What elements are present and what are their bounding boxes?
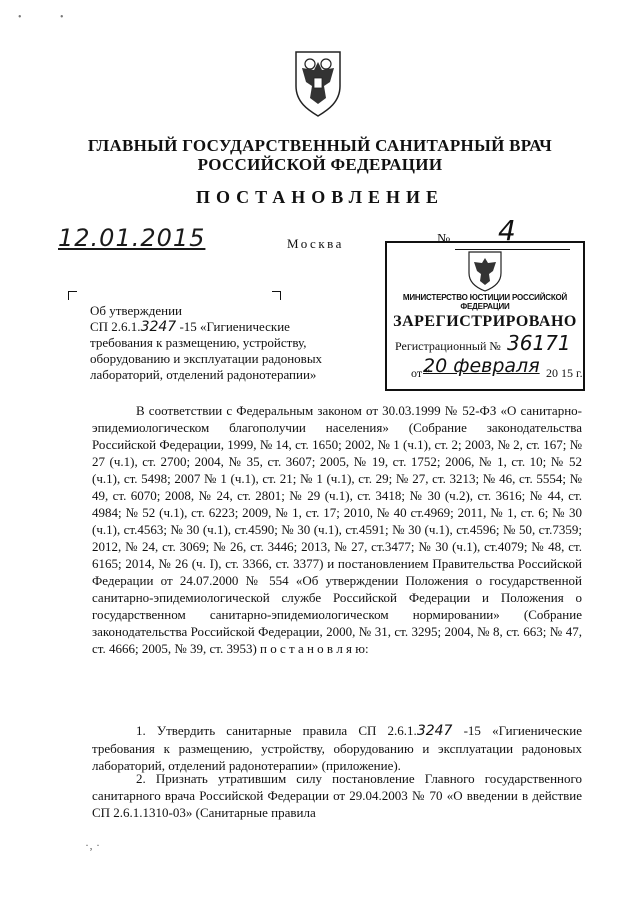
subject-code-suffix: -15 «Гигиенические [176,319,290,334]
stamp-year: 20 15 г. [546,366,583,380]
bracket-left [68,291,77,300]
stamp-reg-number: 36171 [507,331,571,355]
document-city: Москва [287,236,344,251]
document-date: 12.01.2015 [58,224,206,252]
subject-line1: Об утверждении [90,303,183,318]
stamp-ministry: МИНИСТЕРСТВО ЮСТИЦИИ РОССИЙСКОЙ ФЕДЕРАЦИИ [402,293,568,311]
registration-stamp [385,241,585,391]
subject-code-prefix: СП 2.6.1. [90,319,141,334]
p2-code-hw: 3247 [416,723,453,739]
stamp-date: 20 февраля [423,355,540,377]
subject-line3: требования к размещению, устройству, [90,335,307,350]
coat-of-arms-icon [290,48,346,118]
stamp-date-prefix: от " [411,366,430,380]
document-type: ПОСТАНОВЛЕНИЕ [195,187,445,207]
subject-line2 [90,319,350,335]
stamp-coat-of-arms-icon [465,249,505,293]
document-number: 4 [498,214,516,247]
p2-suffix: -15 «Гигиенические требования к размещению, устройству, оборудованию и эксплуатации радоновых лабораторий, отделений радонотерапии» (приложение). [92,723,582,773]
subject-code-hw: 3247 [140,319,177,335]
body-paragraph-2 [92,722,582,774]
body-paragraph-3-text: 2. Признать утратившим силу постановление Главного государственного санитарного врача Российской Федерации от 29.04.2003 № 70 «О введении в действие СП 2.6.1.1310-03» (Санитарные правила [92,771,582,820]
stamp-reg-label: Регистрационный № [395,339,501,353]
issuer-title-line2: РОССИЙСКОЙ ФЕДЕРАЦИИ [197,155,443,174]
p2-prefix: 1. Утвердить санитарные правила СП 2.6.1. [136,723,417,738]
scan-mark-bottom: ·‚ · [85,838,100,852]
issuer-title [0,136,640,174]
body-paragraph-1-text: В соответствии с Федеральным законом от 30.03.1999 № 52-ФЗ «О санитарно-эпидемиологическом благополучии населения» (Собрание законодательства Российской Федерации, 1999, № 14, ст. 1650; 2002, № 1 (ч.1), ст. 2; 2003, № 2, ст. 167; № 27 (ч.1), ст. 2700; 2004, № 35, ст. 3607; 2005, № 19, ст. 1752; 2006, № 1, ст. 10; № 52 (ч.1), ст. 5498; 2007 № 1 (ч.1), ст. 21; № 1 (ч.1), ст. 29; № 27, ст. 3213; № 46, ст. 5554; № 49, ст. 6070; 2008, № 24, ст. 2801; № 29 (ч.1), ст. 3418; № 30 (ч.2), ст. 3616; № 44, ст. 4984; № 52 (ч.1), ст. 6223; 2009, № 1, ст. 17; 2010, № 40 ст.4969; 2011, № 1, ст. 6; № 30 (ч.1), ст.4563; № 30 (ч.1), ст.4590; № 30 (ч.1), ст.4591; № 30 (ч.1), ст.4596; № 50, ст.7359; 2012, № 24, ст. 3069; № 26, ст. 3446; 2013, № 27, ст.3477; № 30 (ч.1), ст.4079; № 48, ст. 6165; 2014, № 26 (ч. I), ст. 3366, ст. 3377) и постановлением Правительства Российской Федерации от 24.07.2000 № 554 «Об утверждении Положения о государственной санитарно-эпидемиологической службе Российской Федерации и Положения о государственном санитарно-эпидемиологическом нормировании» (Собрание законодательства Российской Федерации, 2000, № 31, ст. 3295; 2004, № 8, ст. 663; № 47, ст. 4666; 2005, № 39, ст. 3953) п о с т а н о в л я ю: [92,403,582,656]
bracket-right [272,291,281,300]
body-paragraph-3 [92,770,582,821]
subject-line4: оборудованию и эксплуатации радоновых [90,351,323,366]
document-subject [90,303,350,383]
stamp-registered: ЗАРЕГИСТРИРОВАНО [393,313,577,330]
number-label: № [437,232,451,247]
subject-line5: лабораторий, отделений радонотерапии» [90,367,317,382]
issuer-title-line1: ГЛАВНЫЙ ГОСУДАРСТВЕННЫЙ САНИТАРНЫЙ ВРАЧ [87,136,553,155]
scan-marks: • • [18,12,82,23]
body-paragraph-1 [92,402,582,657]
